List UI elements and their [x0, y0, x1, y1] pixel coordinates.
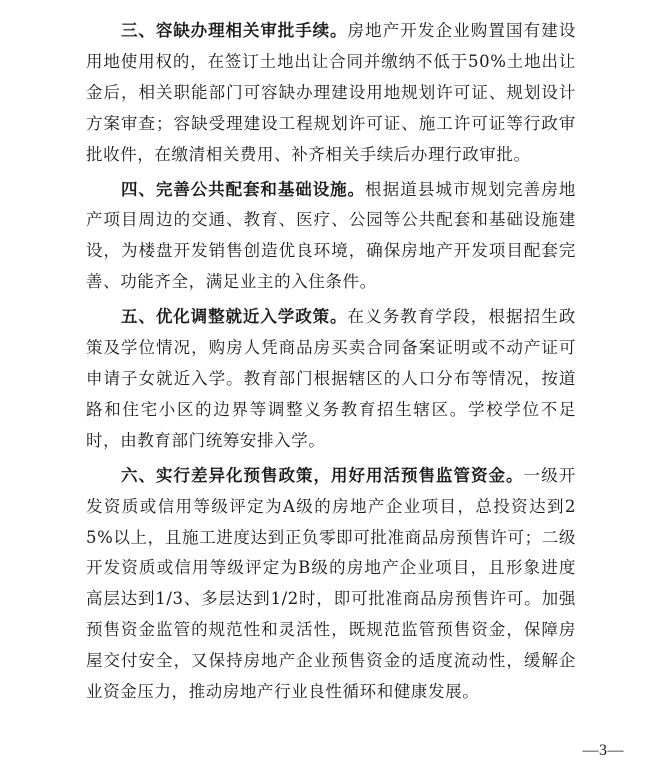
section-6-body: 一级开发资质或信用等级评定为A级的房地产企业项目，总投资达到25%以上，且施工进度达到正负零即可批准商品房预售许可；二级开发资质或信用等级评定为B级的房地产企业项目，且形象进度高层达到1/3、多层达到1/2时，即可批准商品房预售许可。加强预售资金监管的规范性和灵活性，既规范监管预售资金，保障房屋交付安全，又保持房地产企业预售资金的适度流动性，缓解企业资金压力，推动房地产行业良性循环和健康发展。 [86, 465, 576, 702]
section-5-body: 在义务教育学段，根据招生政策及学位情况，购房人凭商品房买卖合同备案证明或不动产证可申请子女就近入学。教育部门根据辖区的人口分布等情况，按道路和住宅小区的边界等调整义务教育招生辖区。学校学位不足时，由教育部门统筹安排入学。 [86, 307, 576, 450]
section-3-heading: 三、容缺办理相关审批手续。 [121, 21, 348, 40]
section-5-paragraph [86, 302, 576, 457]
section-4-paragraph [86, 175, 576, 299]
page-number: —3— [582, 742, 624, 759]
document-body [86, 16, 576, 712]
section-4-heading: 四、完善公共配套和基础设施。 [121, 179, 365, 199]
section-3-body: 房地产开发企业购置国有建设用地使用权的，在签订土地出让合同并缴纳不低于50%土地出让金后，相关职能部门可容缺办理建设用地规划许可证、规划设计方案审查；容缺受理建设工程规划许可证、施工许可证等行政审批收件，在缴清相关费用、补齐相关手续后办理行政审批。 [86, 21, 576, 164]
section-6-paragraph [86, 461, 576, 708]
section-5-heading: 五、优化调整就近入学政策。 [121, 307, 348, 327]
section-3-paragraph [86, 16, 576, 171]
section-4-body: 根据道县城市规划完善房地产项目周边的交通、教育、医疗、公园等公共配套和基础设施建设，为楼盘开发销售创造优良环境，确保房地产开发项目配套完善、功能齐全，满足业主的入住条件。 [86, 179, 577, 292]
section-6-heading: 六、实行差异化预售政策，用好用活预售监管资金。 [121, 465, 524, 485]
